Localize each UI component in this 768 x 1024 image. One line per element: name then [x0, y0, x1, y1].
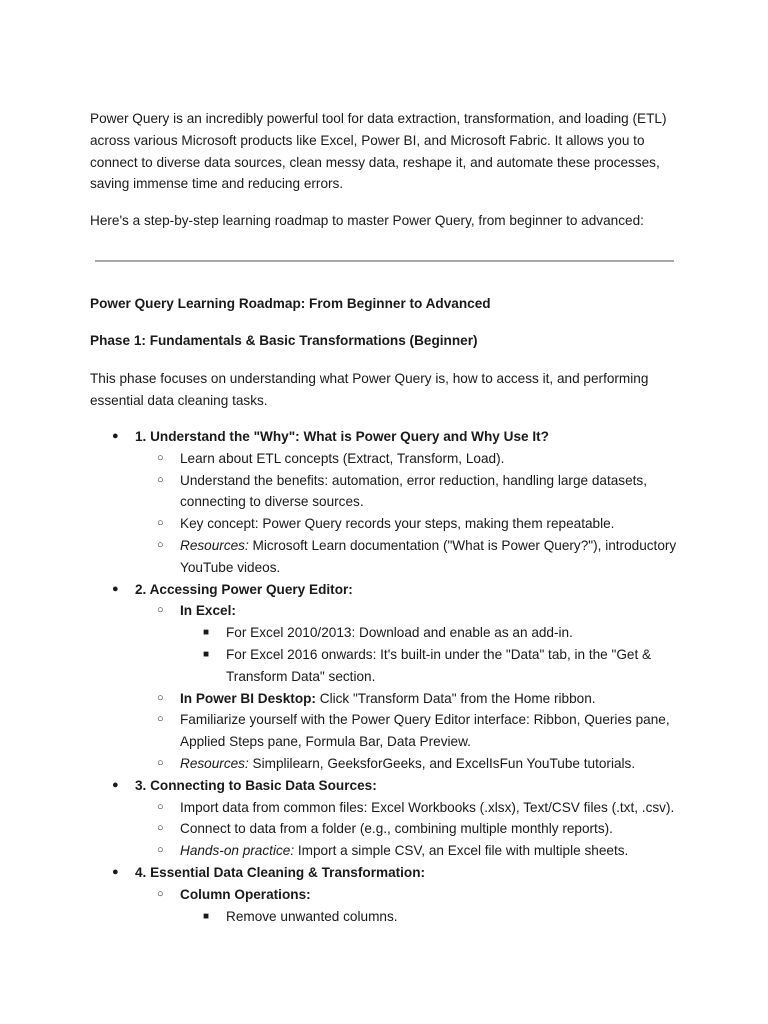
resources-label: Resources:: [180, 755, 249, 771]
column-operations-label: Column Operations:: [180, 886, 311, 902]
intro-paragraph: Power Query is an incredibly powerful tool for data extraction, transformation, and loading (ETL) across various Microsoft products like Excel, Power BI, and Microsoft Fabric. It allows you to connect to diverse data sources, clean messy data, reshape it, and automate these processes, saving immense time and reducing errors.: [90, 111, 667, 192]
phase-1-heading: Phase 1: Fundamentals & Basic Transformations (Beginner): [90, 333, 478, 348]
circle-marker: ○: [157, 756, 164, 769]
list-item: [90, 470, 690, 514]
list-item: [90, 535, 690, 579]
list-item: [90, 644, 690, 688]
roadmap-list: [90, 426, 690, 927]
circle-marker: ○: [157, 517, 164, 530]
list-item-text: Remove unwanted columns.: [226, 908, 398, 924]
bullet-marker: ●: [112, 430, 119, 442]
list-item-text: Key concept: Power Query records your steps, making them repeatable.: [180, 516, 615, 532]
list-item: [90, 513, 690, 535]
resources-text: Microsoft Learn documentation ("What is Power Query?"), introductory YouTube videos.: [180, 537, 677, 575]
list-item: [90, 753, 690, 775]
circle-marker: ○: [157, 844, 164, 857]
list-item-text: For Excel 2010/2013: Download and enable as an add-in.: [226, 625, 573, 641]
list-item-text: Familiarize yourself with the Power Query Editor interface: Ribbon, Queries pane, Applied Steps pane, Formula Bar, Data Preview.: [180, 712, 670, 750]
square-marker: ■: [203, 910, 210, 922]
section-2-heading: 2. Accessing Power Query Editor:: [135, 581, 353, 597]
circle-marker: ○: [157, 800, 164, 813]
section-4-heading: 4. Essential Data Cleaning & Transformation:: [135, 864, 426, 880]
circle-marker: ○: [157, 887, 164, 900]
section-3-heading: 3. Connecting to Basic Data Sources:: [135, 777, 377, 793]
list-item: [90, 688, 690, 710]
list-item-text: [180, 753, 690, 775]
list-item: [90, 709, 690, 753]
bullet-marker: ●: [112, 778, 119, 791]
circle-marker: ○: [157, 822, 164, 835]
in-excel-label: In Excel:: [180, 603, 236, 619]
hands-on-label: Hands-on practice:: [180, 843, 295, 859]
circle-marker: ○: [157, 473, 164, 486]
list-item: [90, 906, 690, 928]
circle-marker: ○: [157, 538, 164, 551]
roadmap-title: Power Query Learning Roadmap: From Beginner to Advanced: [90, 296, 491, 311]
list-item: [90, 600, 690, 622]
list-item: [90, 818, 690, 840]
list-item: [90, 622, 690, 644]
circle-marker: ○: [157, 604, 164, 617]
list-item-text: For Excel 2016 onwards: It's built-in under the "Data" tab, in the "Get & Transform Data" section.: [226, 646, 652, 684]
square-marker: ■: [203, 648, 210, 660]
resources-label: Resources:: [180, 537, 249, 553]
list-item-text: Connect to data from a folder (e.g., combining multiple monthly reports).: [180, 821, 613, 837]
list-item-text: Import data from common files: Excel Workbooks (.xlsx), Text/CSV files (.txt, .csv).: [180, 799, 675, 815]
hands-on-text: Import a simple CSV, an Excel file with multiple sheets.: [294, 843, 629, 859]
roadmap-intro-paragraph: Here's a step-by-step learning roadmap to master Power Query, from beginner to advanced:: [90, 213, 644, 228]
list-item: [90, 797, 690, 819]
horizontal-divider: [95, 260, 674, 262]
resources-text: Simplilearn, GeeksforGeeks, and ExcelIsFun YouTube tutorials.: [248, 755, 636, 771]
in-power-bi-text: Click "Transform Data" from the Home ribbon.: [315, 690, 596, 706]
list-item-text: [180, 840, 690, 862]
list-item: [90, 448, 690, 470]
list-item: [90, 426, 690, 448]
square-marker: ■: [203, 627, 210, 639]
bullet-marker: ●: [112, 865, 119, 878]
bullet-marker: ●: [112, 582, 119, 595]
circle-marker: ○: [157, 713, 164, 726]
list-item: [90, 862, 690, 884]
in-power-bi-label: In Power BI Desktop:: [180, 690, 316, 706]
section-1-heading: 1. Understand the "Why": What is Power Query and Why Use It?: [135, 429, 549, 444]
list-item: [90, 884, 690, 906]
list-item-text: Learn about ETL concepts (Extract, Transform, Load).: [180, 450, 505, 466]
circle-marker: ○: [157, 451, 164, 464]
list-item-text: Understand the benefits: automation, error reduction, handling large datasets, connecting to diverse sources.: [180, 472, 648, 510]
list-item: [90, 579, 690, 601]
list-item-text: [180, 535, 690, 579]
circle-marker: ○: [157, 691, 164, 704]
phase-1-description: This phase focuses on understanding what Power Query is, how to access it, and performing essential data cleaning tasks.: [90, 371, 649, 408]
list-item-text: [180, 688, 690, 710]
list-item: [90, 775, 690, 797]
list-item: [90, 840, 690, 862]
